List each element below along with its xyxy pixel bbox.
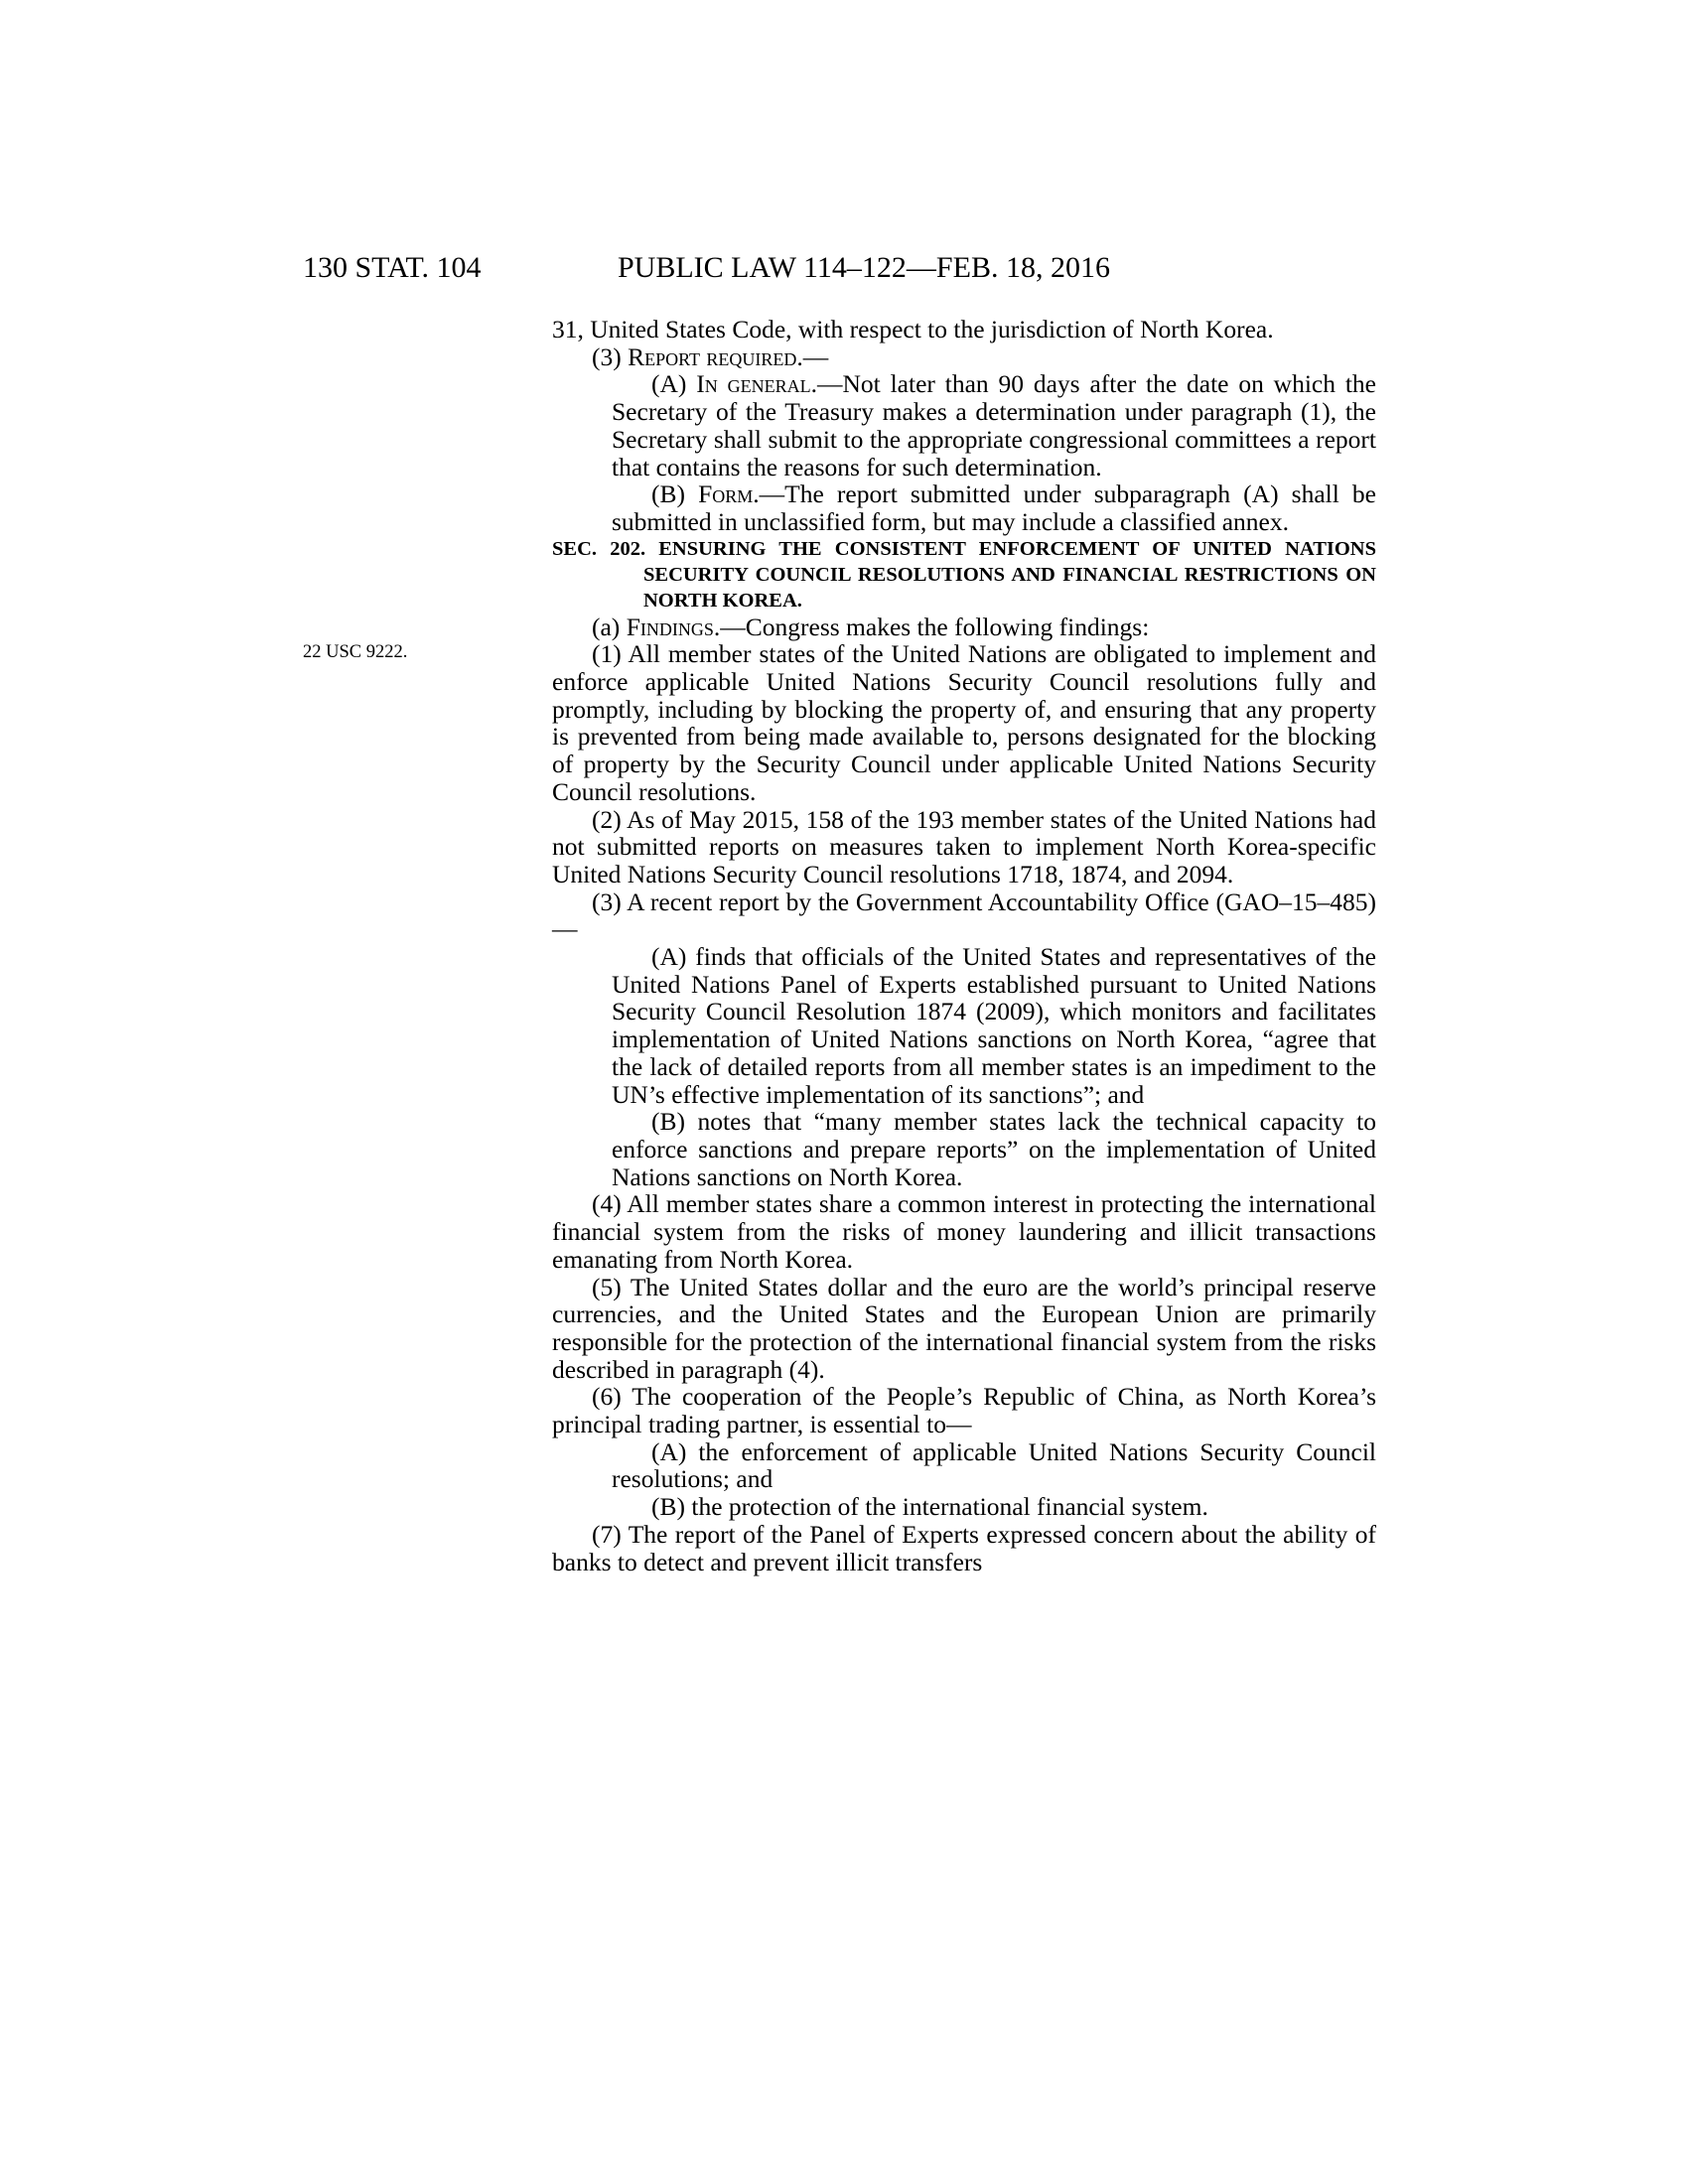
subsection-heading: Findings bbox=[626, 612, 714, 641]
finding-6b: (B) the protection of the international financial system. bbox=[651, 1492, 1208, 1522]
finding-3: (3) A recent report by the Government Accountability Office (GAO–15–485)— bbox=[552, 887, 1376, 944]
subsection-a bbox=[552, 614, 1376, 641]
subparagraph-heading: Form bbox=[698, 479, 754, 509]
subparagraph-text: .—Not later than 90 days after the date on which the Secretary of the Treasury makes a determination under paragraph (1), the Secretary shall submit to the appropriate congressional committees a report that contains the reasons for such determination. bbox=[612, 369, 1377, 481]
subparagraph-label: (B) bbox=[651, 479, 699, 509]
subparagraph-text: .—The report submitted under subparagraph (A) shall be submitted in unclassified form, but may include a classified annex. bbox=[612, 479, 1376, 536]
subparagraph-3a bbox=[552, 370, 1376, 480]
running-header-title: PUBLIC LAW 114–122—FEB. 18, 2016 bbox=[618, 251, 1110, 284]
finding-3b: (B) notes that “many member states lack the technical capacity to enforce sanctions and prepare reports” on the implementation of United Nations sanctions on North Korea. bbox=[612, 1107, 1376, 1191]
paragraph-dash: .— bbox=[796, 341, 829, 371]
finding-7: (7) The report of the Panel of Experts expressed concern about the ability of banks to detect and prevent illicit transfers bbox=[552, 1519, 1376, 1576]
continued-paragraph: 31, United States Code, with respect to the jurisdiction of North Korea. bbox=[552, 315, 1274, 343]
finding-6a: (A) the enforcement of applicable United Nations Security Council resolutions; and bbox=[612, 1436, 1376, 1494]
subparagraph-label: (A) bbox=[651, 369, 697, 399]
stat-page-number: 130 STAT. 104 bbox=[303, 251, 482, 284]
subparagraph-heading: In general bbox=[696, 369, 811, 399]
subsection-label: (a) bbox=[592, 612, 627, 641]
finding-4: (4) All member states share a common interest in protecting the international financial system from the risks of money laundering and illicit transactions emanating from North Korea. bbox=[552, 1189, 1376, 1274]
section-heading: SEC. 202. ENSURING THE CONSISTENT ENFORCEMENT OF UNITED NATIONS SECURITY COUNCIL RESOLUTIONS AND FINANCIAL RESTRICTIONS ON NORTH KOREA. bbox=[552, 537, 1376, 612]
finding-5: (5) The United States dollar and the euro are the world’s principal reserve currencies, and the United States and the European Union are primarily responsible for the protection of the international financial system from the risks described in paragraph (4). bbox=[552, 1272, 1376, 1384]
finding-3a: (A) finds that officials of the United States and representatives of the United Nations Panel of Experts established pursuant to United Nations Security Council Resolution 1874 (2009), which monitors and facilitates implementation of United Nations sanctions on North Korea, “agree that the lack of detailed reports from all member states is an impediment to the UN’s effective implementation of its sanctions”; and bbox=[612, 942, 1376, 1109]
body-text bbox=[552, 316, 1376, 1575]
paragraph-heading: Report required bbox=[628, 341, 797, 371]
margin-citation: 22 USC 9222. bbox=[303, 642, 408, 662]
subsection-text: .—Congress makes the following findings: bbox=[713, 612, 1150, 641]
finding-1: (1) All member states of the United Nations are obligated to implement and enforce applicable United Nations Security Council resolutions fully and promptly, including by blocking the property of, and ensuring that any property is prevented from being made available to, persons designated for the blocking of property by the Security Council under applicable United Nations Security Council resolutions. bbox=[552, 639, 1376, 806]
finding-2: (2) As of May 2015, 158 of the 193 member states of the United Nations had not submitted reports on measures taken to implement North Korea-specific United Nations Security Council resolutions 1718, 1874, and 2094. bbox=[552, 804, 1376, 888]
subparagraph-3b bbox=[552, 480, 1376, 535]
paragraph-label: (3) bbox=[592, 341, 629, 371]
finding-6: (6) The cooperation of the People’s Republic of China, as North Korea’s principal trading partner, is essential to— bbox=[552, 1382, 1376, 1439]
paragraph-3 bbox=[552, 343, 1376, 371]
